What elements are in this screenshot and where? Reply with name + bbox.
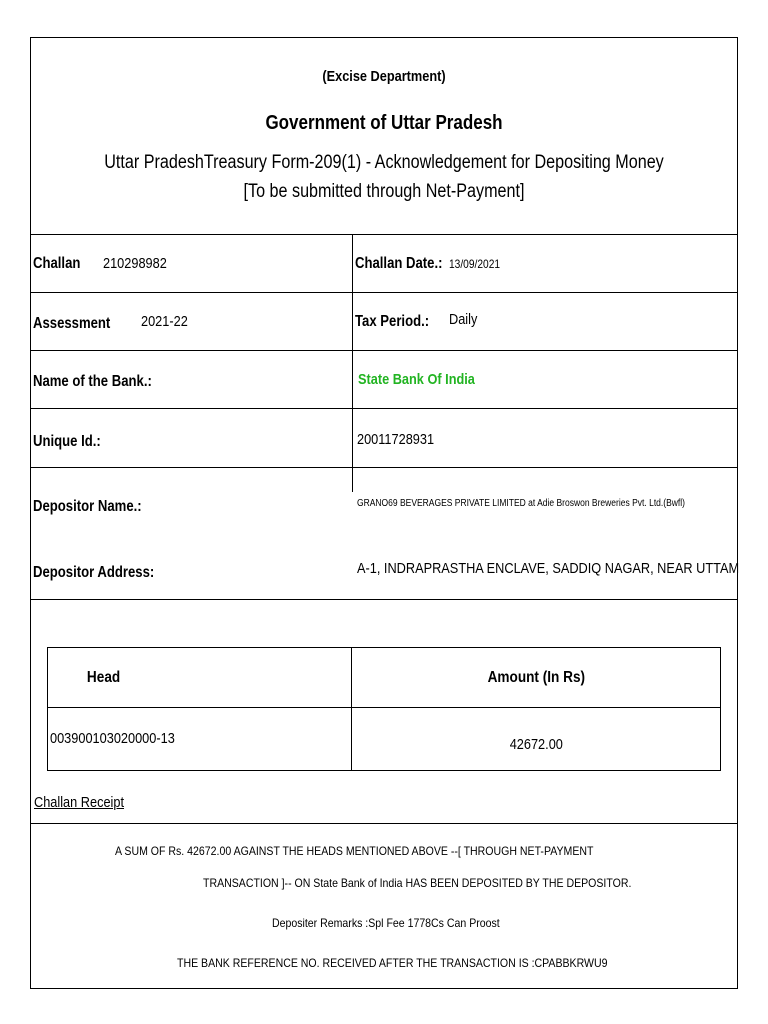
challan-number: 210298982 bbox=[103, 255, 167, 272]
tax-period-value: Daily bbox=[449, 311, 478, 328]
amount-cell bbox=[352, 708, 721, 771]
table-header-row bbox=[48, 648, 721, 708]
head-column-header bbox=[48, 648, 352, 708]
department-title: (Excise Department) bbox=[322, 68, 446, 85]
challan-receipt-link[interactable]: Challan Receipt bbox=[34, 794, 125, 811]
assessment-label: Assessment bbox=[33, 315, 111, 332]
bank-name: State Bank Of India bbox=[358, 371, 475, 388]
tax-period-label: Tax Period.: bbox=[355, 313, 430, 330]
amount-column-header bbox=[352, 648, 721, 708]
depositor-name-label: Depositor Name.: bbox=[33, 498, 142, 515]
heads-table bbox=[47, 647, 721, 771]
challan-date-value: 13/09/2021 bbox=[449, 257, 501, 271]
challan-label: Challan bbox=[33, 255, 81, 272]
unique-id-label: Unique Id.: bbox=[33, 433, 101, 450]
government-title: Government of Uttar Pradesh bbox=[265, 112, 503, 134]
depositor-name-row bbox=[31, 468, 737, 534]
bank-label: Name of the Bank.: bbox=[33, 373, 152, 390]
challan-row bbox=[31, 235, 737, 293]
depositor-address-value: A-1, INDRAPRASTHA ENCLAVE, SADDIQ NAGAR, NEAR UTTAM bbox=[357, 560, 740, 577]
unique-id-row bbox=[31, 409, 737, 468]
depositor-address-row bbox=[31, 534, 740, 600]
receipt-footer bbox=[31, 823, 737, 989]
footer-transaction-line: TRANSACTION ]-- ON State Bank of India HAS BEEN DEPOSITED BY THE DEPOSITOR. bbox=[203, 876, 632, 890]
footer-bank-ref-line: THE BANK REFERENCE NO. RECEIVED AFTER THE TRANSACTION IS :CPABBKRWU9 bbox=[177, 956, 608, 970]
table-row bbox=[48, 708, 721, 771]
head-code: 003900103020000-13 bbox=[50, 730, 175, 747]
assessment-row bbox=[31, 293, 737, 351]
form-subtitle: [To be submitted through Net-Payment] bbox=[243, 181, 525, 202]
head-cell bbox=[48, 708, 352, 771]
document-header bbox=[31, 38, 737, 235]
footer-remarks-line: Depositer Remarks :Spl Fee 1778Cs Can Proost bbox=[272, 916, 500, 930]
head-column-label: Head bbox=[86, 668, 121, 686]
assessment-value: 2021-22 bbox=[141, 313, 188, 330]
footer-sum-line: A SUM OF Rs. 42672.00 AGAINST THE HEADS MENTIONED ABOVE --[ THROUGH NET-PAYMENT bbox=[115, 844, 594, 858]
bank-row bbox=[31, 351, 737, 409]
challan-document bbox=[30, 37, 738, 989]
depositor-address-label: Depositor Address: bbox=[33, 564, 155, 581]
amount-column-label: Amount (In Rs) bbox=[487, 668, 585, 686]
form-title: Uttar PradeshTreasury Form-209(1) - Acknowledgement for Depositing Money bbox=[104, 152, 664, 173]
depositor-name-value: GRANO69 BEVERAGES PRIVATE LIMITED at Adie Broswon Breweries Pvt. Ltd.(Bwfl) bbox=[357, 498, 685, 509]
challan-date-label: Challan Date.: bbox=[355, 255, 443, 272]
unique-id-value: 20011728931 bbox=[357, 431, 435, 448]
amount-value: 42672.00 bbox=[509, 736, 563, 753]
